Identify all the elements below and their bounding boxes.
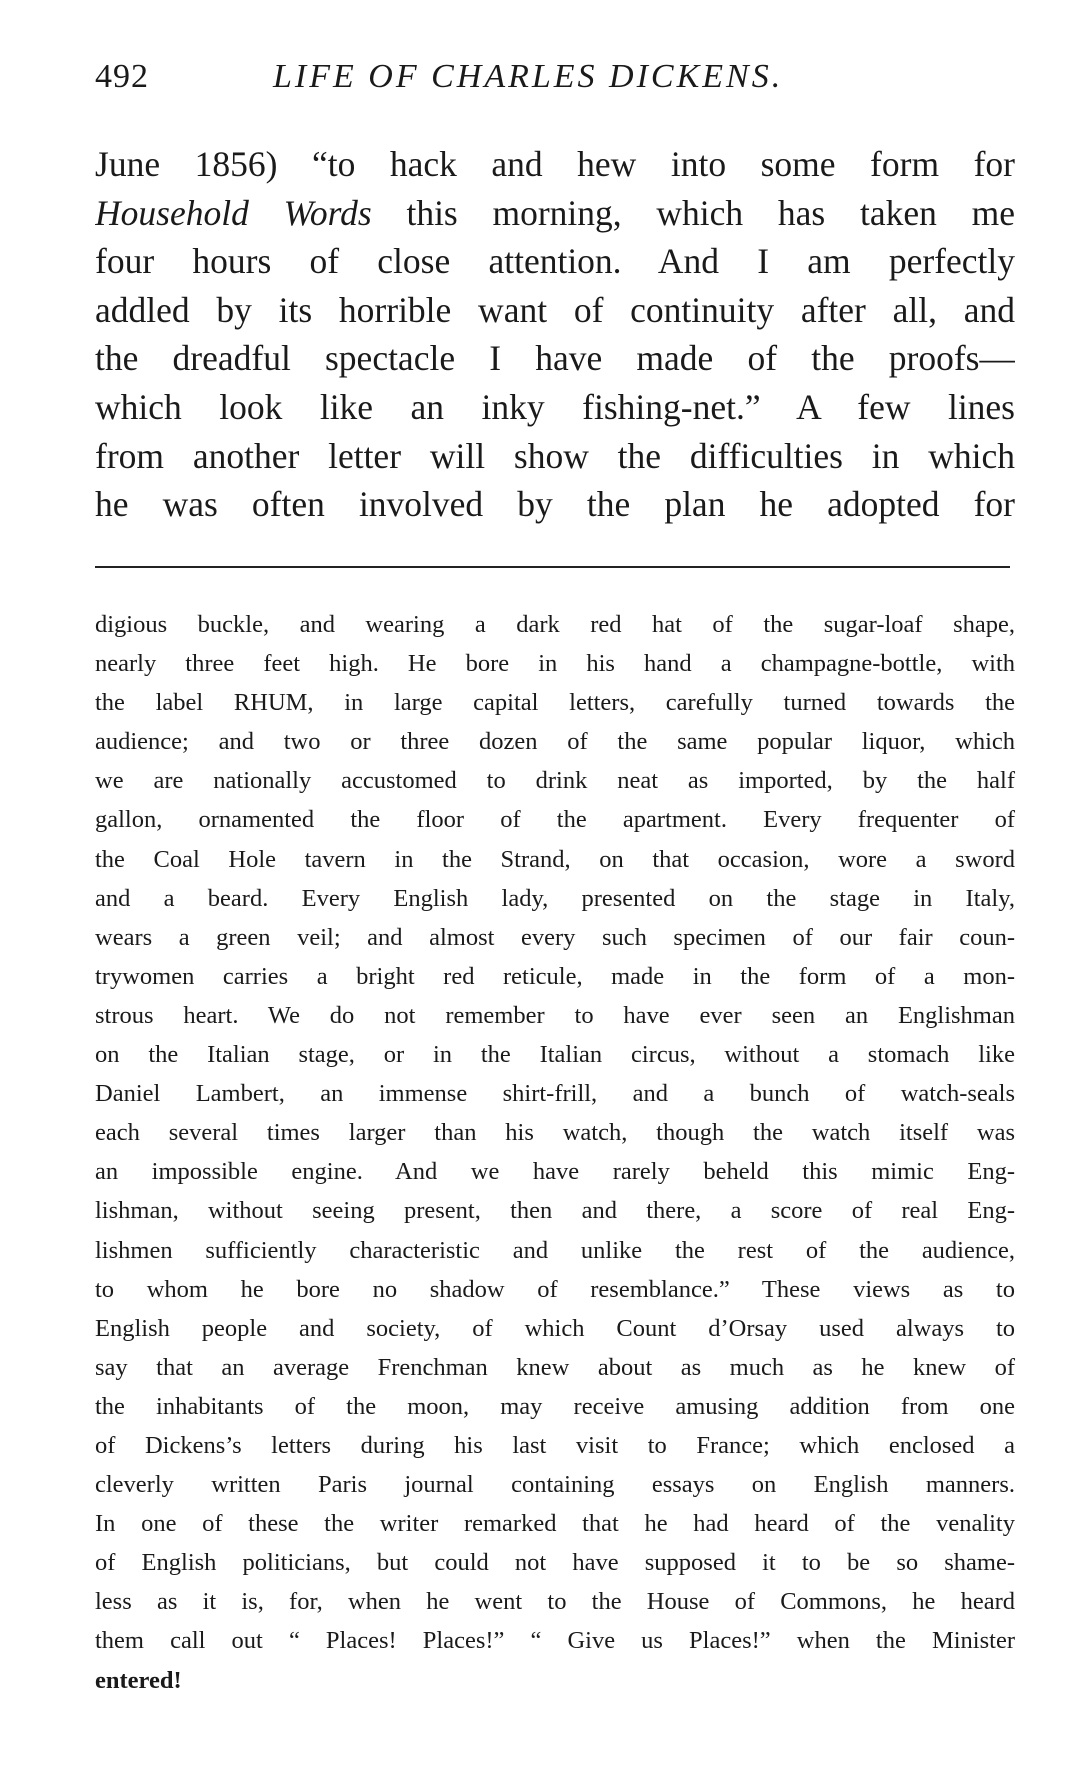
footnote-line: trywomen carries a bright red reticule, made in the form of a mon- — [95, 962, 1015, 990]
footnote-line: and a beard. Every English lady, presented on the stage in Italy, — [95, 884, 1015, 912]
footnote-line: wears a green veil; and almost every such specimen of our fair coun- — [95, 923, 1015, 951]
running-title: LIFE OF CHARLES DICKENS. — [273, 58, 784, 95]
footnote-line: an impossible engine. And we have rarely beheld this mimic Eng- — [95, 1158, 1015, 1186]
footnote-line: the inhabitants of the moon, may receive amusing addition from one — [95, 1392, 1015, 1420]
page-number: 492 — [95, 58, 149, 95]
body-line: from another letter will show the difficulties in which — [95, 435, 1015, 476]
body-line: four hours of close attention. And I am perfectly — [95, 241, 1015, 282]
footnote-line: In one of these the writer remarked that he had heard of the venality — [95, 1510, 1015, 1538]
footnote-line: of English politicians, but could not have supposed it to be so shame- — [95, 1549, 1015, 1577]
footnote-line: lishmen sufficiently characteristic and unlike the rest of the audience, — [95, 1236, 1015, 1264]
footnote-line: we are nationally accustomed to drink neat as imported, by the half — [95, 767, 1015, 795]
footnote-line: of Dickens’s letters during his last visit to France; which enclosed a — [95, 1431, 1015, 1459]
body-line-rest: this morning, which has taken me — [371, 192, 1015, 233]
footnote-line: lishman, without seeing present, then and there, a score of real Eng- — [95, 1197, 1015, 1225]
footnote-line: less as it is, for, when he went to the House of Commons, he heard — [95, 1588, 1015, 1616]
body-line: the dreadful spectacle I have made of the proofs— — [95, 338, 1015, 379]
footnote-line: audience; and two or three dozen of the same popular liquor, which — [95, 728, 1015, 756]
footnote-line: cleverly written Paris journal containing essays on English manners. — [95, 1471, 1015, 1499]
footnote-line: digious buckle, and wearing a dark red hat of the sugar-loaf shape, — [95, 611, 1015, 638]
footnote — [95, 605, 1015, 1700]
footnote-line: say that an average Frenchman knew about as much as he knew of — [95, 1353, 1015, 1381]
footnote-line: English people and society, of which Count d’Orsay used always to — [95, 1314, 1015, 1342]
footnote-line: strous heart. We do not remember to have ever seen an Englishman — [95, 1001, 1015, 1029]
body-line: June 1856) “to hack and hew into some form for — [95, 144, 1015, 184]
footnote-line: gallon, ornamented the floor of the apartment. Every frequenter of — [95, 806, 1015, 834]
footnote-line-last: entered! — [95, 1666, 182, 1694]
body-line: addled by its horrible want of continuity after all, and — [95, 289, 1015, 330]
footnote-line: to whom he bore no shadow of resemblance.” These views as to — [95, 1275, 1015, 1303]
footnote-line: Daniel Lambert, an immense shirt-frill, and a bunch of watch-seals — [95, 1080, 1015, 1108]
body-line-italic-title — [95, 189, 1015, 238]
body-line: he was often involved by the plan he adopted for — [95, 484, 1015, 525]
page-header — [95, 58, 1015, 108]
footnote-line: the label RHUM, in large capital letters, carefully turned towards the — [95, 689, 1015, 717]
body-line: which look like an inky fishing-net.” A few lines — [95, 386, 1015, 427]
footnote-line: on the Italian stage, or in the Italian circus, without a stomach like — [95, 1041, 1015, 1069]
main-text — [95, 140, 1015, 529]
italic-title: Household Words — [95, 192, 372, 233]
footnote-divider — [95, 566, 1010, 568]
footnote-line: them call out “ Places! Places!” “ Give us Places!” when the Minister — [95, 1627, 1015, 1655]
footnote-line: nearly three feet high. He bore in his hand a champagne-bottle, with — [95, 650, 1015, 678]
footnote-line: the Coal Hole tavern in the Strand, on that occasion, wore a sword — [95, 845, 1015, 873]
footnote-line: each several times larger than his watch, though the watch itself was — [95, 1119, 1015, 1147]
